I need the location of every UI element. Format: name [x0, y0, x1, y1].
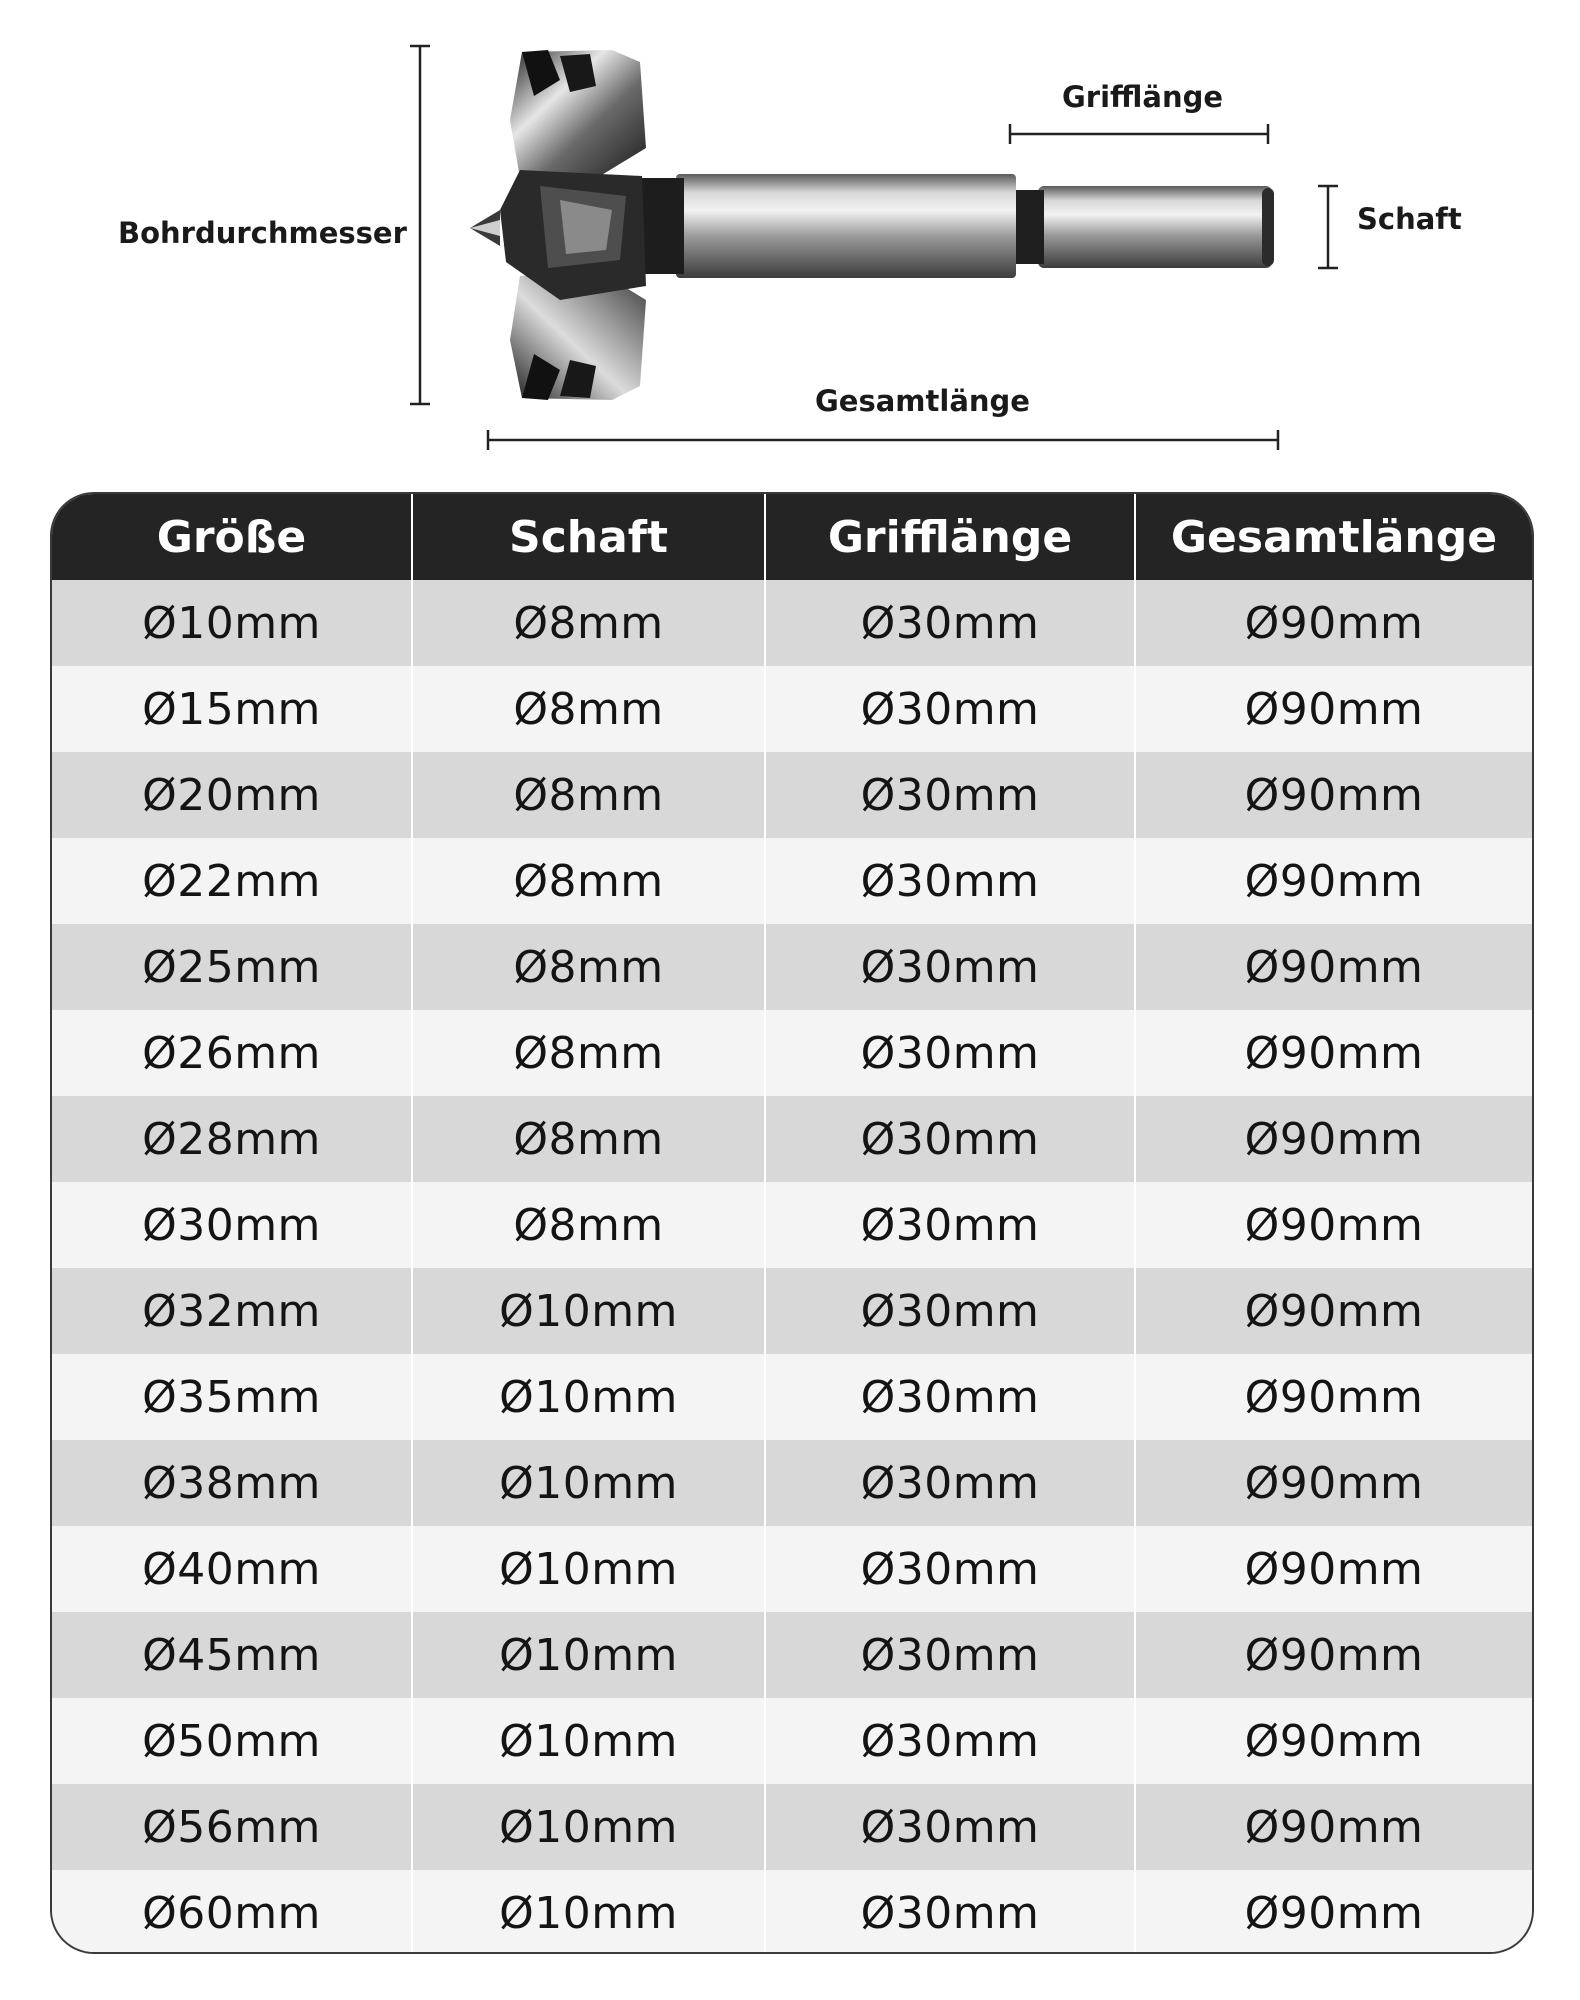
- cell-shank: Ø10mm: [413, 1354, 766, 1440]
- cell-size: Ø60mm: [52, 1870, 413, 1954]
- cell-grip-length: Ø30mm: [766, 1870, 1136, 1954]
- cell-total-length: Ø90mm: [1244, 1801, 1424, 1853]
- cell-shank: Ø10mm: [413, 1612, 766, 1698]
- cell-grip-length: Ø30mm: [766, 1526, 1136, 1612]
- cell-total-length: Ø90mm: [1244, 1371, 1424, 1423]
- table-row: [52, 580, 1532, 666]
- cell-size: Ø56mm: [52, 1784, 413, 1870]
- cell-grip-length: Ø30mm: [766, 1182, 1136, 1268]
- cell-size: Ø40mm: [52, 1526, 413, 1612]
- cell-size: Ø35mm: [52, 1354, 413, 1440]
- cell-grip-length: Ø30mm: [766, 838, 1136, 924]
- table-body: [52, 580, 1532, 1954]
- total-length-label: Gesamtlänge: [815, 384, 1030, 418]
- cell-grip-length: Ø30mm: [766, 924, 1136, 1010]
- cell-grip-length: Ø30mm: [766, 580, 1136, 666]
- cell-grip-length: Ø30mm: [766, 1268, 1136, 1354]
- cell-shank: Ø8mm: [413, 752, 766, 838]
- cell-size: Ø30mm: [52, 1182, 413, 1268]
- table-row: [52, 666, 1532, 752]
- drill-bit-diagram: [0, 0, 1580, 470]
- cell-size: Ø28mm: [52, 1096, 413, 1182]
- table-row: [52, 1612, 1532, 1698]
- cell-shank: Ø8mm: [413, 580, 766, 666]
- cell-shank: Ø8mm: [413, 1182, 766, 1268]
- cell-shank: Ø8mm: [413, 924, 766, 1010]
- cell-shank: Ø8mm: [413, 666, 766, 752]
- shank-label: Schaft: [1357, 202, 1462, 236]
- table-row: [52, 924, 1532, 1010]
- bore-diameter-dimension: [410, 46, 430, 404]
- cell-total-length: Ø90mm: [1244, 1629, 1424, 1681]
- cell-size: Ø26mm: [52, 1010, 413, 1096]
- cell-size: Ø25mm: [52, 924, 413, 1010]
- bore-diameter-label: Bohrdurchmesser: [118, 216, 407, 250]
- cell-grip-length: Ø30mm: [766, 1440, 1136, 1526]
- cell-size: Ø45mm: [52, 1612, 413, 1698]
- cell-shank: Ø10mm: [413, 1698, 766, 1784]
- cell-size: Ø15mm: [52, 666, 413, 752]
- cell-grip-length: Ø30mm: [766, 666, 1136, 752]
- cell-grip-length: Ø30mm: [766, 1354, 1136, 1440]
- shank-dimension: [1318, 186, 1338, 268]
- cell-size: Ø22mm: [52, 838, 413, 924]
- cell-total-length: Ø90mm: [1244, 683, 1424, 735]
- cell-total-length: Ø90mm: [1244, 1715, 1424, 1767]
- cell-total-length: Ø90mm: [1244, 1887, 1424, 1939]
- cell-total-length: Ø90mm: [1244, 1027, 1424, 1079]
- cell-shank: Ø8mm: [413, 1010, 766, 1096]
- cell-shank: Ø8mm: [413, 1096, 766, 1182]
- cell-grip-length: Ø30mm: [766, 1010, 1136, 1096]
- size-spec-table: [50, 492, 1534, 1954]
- cell-total-length: Ø90mm: [1244, 1285, 1424, 1337]
- cell-total-length: Ø90mm: [1244, 855, 1424, 907]
- cell-grip-length: Ø30mm: [766, 1784, 1136, 1870]
- table-row: [52, 1268, 1532, 1354]
- cell-total-length: Ø90mm: [1244, 1113, 1424, 1165]
- table-row: [52, 1096, 1532, 1182]
- header-grip-length: Grifflänge: [766, 494, 1136, 580]
- table-row: [52, 1440, 1532, 1526]
- cell-total-length: Ø90mm: [1244, 941, 1424, 993]
- table-row: [52, 1010, 1532, 1096]
- cell-shank: Ø10mm: [413, 1440, 766, 1526]
- cell-grip-length: Ø30mm: [766, 1096, 1136, 1182]
- table-row: [52, 752, 1532, 838]
- header-total-length: Gesamtlänge: [1170, 511, 1498, 563]
- cell-size: Ø50mm: [52, 1698, 413, 1784]
- cell-size: Ø38mm: [52, 1440, 413, 1526]
- total-length-dimension: [488, 430, 1278, 450]
- cell-total-length: Ø90mm: [1244, 597, 1424, 649]
- cell-grip-length: Ø30mm: [766, 1612, 1136, 1698]
- table-row: [52, 1526, 1532, 1612]
- header-size: Größe: [52, 494, 413, 580]
- cell-shank: Ø10mm: [413, 1784, 766, 1870]
- table-row: [52, 1354, 1532, 1440]
- grip-length-label: Grifflänge: [1062, 80, 1224, 114]
- table-row: [52, 838, 1532, 924]
- table-row: [52, 1784, 1532, 1870]
- header-shank: Schaft: [413, 494, 766, 580]
- cell-shank: Ø10mm: [413, 1268, 766, 1354]
- cell-total-length: Ø90mm: [1244, 769, 1424, 821]
- cell-total-length: Ø90mm: [1244, 1457, 1424, 1509]
- cell-total-length: Ø90mm: [1244, 1543, 1424, 1595]
- cell-shank: Ø10mm: [413, 1870, 766, 1954]
- cell-shank: Ø10mm: [413, 1526, 766, 1612]
- cell-grip-length: Ø30mm: [766, 1698, 1136, 1784]
- cell-shank: Ø8mm: [413, 838, 766, 924]
- cell-size: Ø10mm: [52, 580, 413, 666]
- cell-size: Ø20mm: [52, 752, 413, 838]
- cell-size: Ø32mm: [52, 1268, 413, 1354]
- cell-grip-length: Ø30mm: [766, 752, 1136, 838]
- cell-total-length: Ø90mm: [1244, 1199, 1424, 1251]
- grip-length-dimension: [1010, 124, 1268, 144]
- table-header: [52, 494, 1532, 580]
- table-row: [52, 1698, 1532, 1784]
- table-row: [52, 1182, 1532, 1268]
- table-row: [52, 1870, 1532, 1954]
